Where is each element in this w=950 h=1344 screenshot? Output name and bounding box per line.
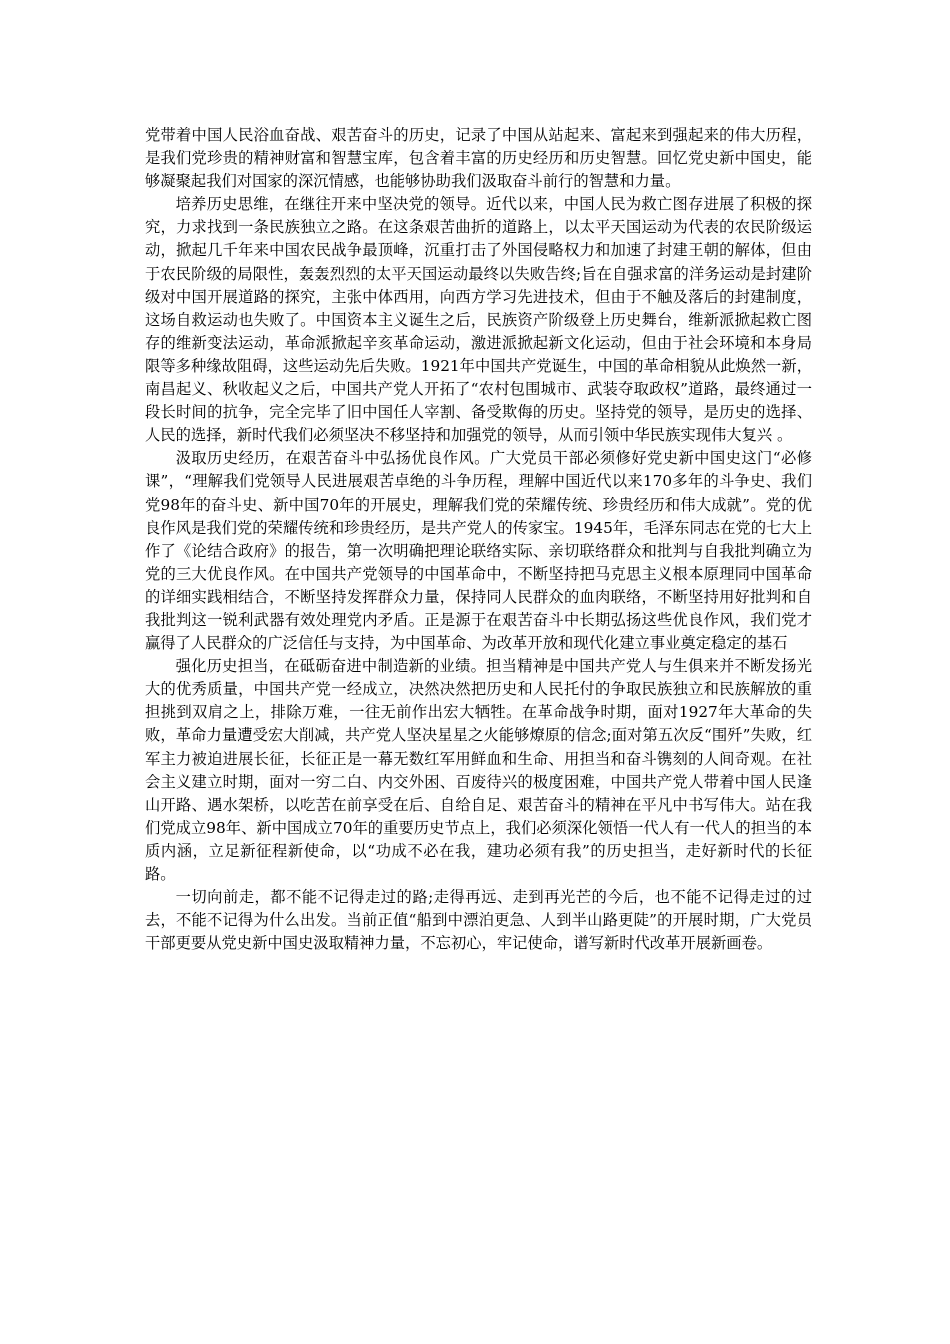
document-body [145,124,812,955]
paragraph-intro: 党带着中国人民浴血奋战、艰苦奋斗的历史，记录了中国从站起来、富起来到强起来的伟大历程，是我们党珍贵的精神财富和智慧宝库，包含着丰富的历史经历和历史智慧。回忆党史新中国史，能够凝聚起我们对国家的深沉情感，也能够协助我们汲取奋斗前行的智慧和力量。 [145,126,812,191]
paragraph-historical-responsibility: 强化历史担当，在砥砺奋进中制造新的业绩。担当精神是中国共产党人与生俱来并不断发扬光大的优秀质量，中国共产党一经成立，决然决然把历史和人民托付的争取民族独立和民族解放的重担挑到双肩之上，排除万难，一往无前作出宏大牺牲。在革命战争时期，面对1927年大革命的失败，革命力量遭受宏大削减，共产党人坚决星星之火能够燎原的信念;面对第五次反“围歼”失败，红军主力被迫进展长征，长征正是一幕无数红军用鲜血和生命、用担当和奋斗镌刻的人间奇观。在社会主义建立时期，面对一穷二白、内交外困、百废待兴的极度困难，中国共产党人带着中国人民逢山开路、遇水架桥，以吃苦在前享受在后、自给自足、艰苦奋斗的精神在平凡中书写伟大。站在我们党成立98年、新中国成立70年的重要历史节点上，我们必须深化领悟一代人有一代人的担当的本质内涵，立足新征程新使命，以“功成不必在我，建功必须有我”的历史担当，走好新时代的长征路。 [145,657,812,883]
paragraph-historical-thinking: 培养历史思维，在继往开来中坚决党的领导。近代以来，中国人民为救亡图存进展了积极的探究，力求找到一条民族独立之路。在这条艰苦曲折的道路上，以太平天国运动为代表的农民阶级运动，掀起几千年来中国农民战争最顶峰，沉重打击了外国侵略权力和加速了封建王朝的解体，但由于农民阶级的局限性，轰轰烈烈的太平天国运动最终以失败告终;旨在自强求富的洋务运动是封建阶级对中国开展道路的探究，主张中体西用，向西方学习先进技术，但由于不触及落后的封建制度，这场自救运动也失败了。中国资本主义诞生之后，民族资产阶级登上历史舞台，维新派掀起救亡图存的维新变法运动，革命派掀起辛亥革命运动，激进派掀起新文化运动，但由于社会环境和本身局限等多种缘故阻碍，这些运动先后失败。1921年中国共产党诞生，中国的革命相貌从此焕然一新，南昌起义、秋收起义之后，中国共产党人开拓了“农村包围城市、武装夺取政权”道路，最终通过一段长时间的抗争，完全完毕了旧中国任人宰割、备受欺侮的历史。坚持党的领导，是历史的选择、人民的选择，新时代我们必须坚决不移坚持和加强党的领导，从而引领中华民族实现伟大复兴 。 [145,195,812,445]
paragraph-conclusion: 一切向前走，都不能不记得走过的路;走得再远、走到再光芒的今后，也不能不记得走过的过去，不能不记得为什么出发。当前正值“船到中漂泊更急、人到半山路更陡”的开展时期，广大党员干部更要从党史新中国史汲取精神力量，不忘初心，牢记使命，谱写新时代改革开展新画卷。 [145,888,812,953]
paragraph-historical-experience: 汲取历史经历，在艰苦奋斗中弘扬优良作风。广大党员干部必须修好党史新中国史这门“必修课”，“理解我们党领导人民进展艰苦卓绝的斗争历程，理解中国近代以来170多年的斗争史、我们党98年的奋斗史、新中国70年的开展史，理解我们党的荣耀传统、珍贵经历和伟大成就”。党的优良作风是我们党的荣耀传统和珍贵经历，是共产党人的传家宝。1945年，毛泽东同志在党的七大上作了《论结合政府》的报告，第一次明确把理论联络实际、亲切联络群众和批判与自我批判确立为党的三大优良作风。在中国共产党领导的中国革命中，不断坚持把马克思主义根本原理同中国革命的详细实践相结合，不断坚持发挥群众力量，保持同人民群众的血肉联络，不断坚持用好批判和自我批判这一锐利武器有效处理党内矛盾。正是源于在艰苦奋斗中长期弘扬这些优良作风，我们党才赢得了人民群众的广泛信任与支持，为中国革命、为改革开放和现代化建立事业奠定稳定的基石 [145,449,812,653]
